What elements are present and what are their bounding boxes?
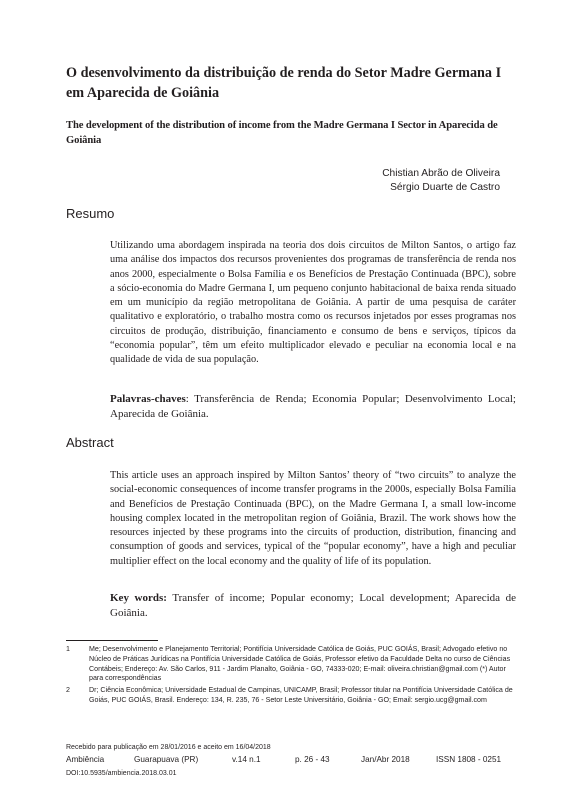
page-footer — [66, 755, 500, 767]
author-name: Sérgio Duarte de Castro — [390, 182, 500, 193]
footnote-text: Dr; Ciência Econômica; Universidade Estadual de Campinas, UNICAMP, Brasil; Professor titular na Pontifícia Universidade Católica de Goiás, PUC GOIÁS, Brasil. Endereço: 134, R. 235, 76 - Setor Leste Universitário, Goiânia - GO; Email: sergio.ucg@gmail.com — [89, 686, 513, 704]
doi: DOI:10.5935/ambiencia.2018.03.01 — [66, 770, 177, 777]
page-range: p. 26 - 43 — [295, 755, 330, 764]
received-date: Recebido para publicação em 28/01/2016 e aceito em 16/04/2018 — [66, 744, 271, 751]
abstract-paragraph: This article uses an approach inspired by Milton Santos’ theory of “two circuits” to analyze the social-economic consequences of income transfer programs in the 2000s, especially Bolsa Família and Benefícios de Prestação Continuada (BPC), on the Madre Germana I, a small low-income housing complex located in the metropolitan region of Goiânia, Brazil. The work shows how the resources injected by these programs into the circuits of production, distribution, financing and consumption of goods and services, typical of the “popular economy”, have a high and peculiar multiplier effect on the local economy and the quality of life of its population. — [110, 470, 516, 567]
footnote-text: Me; Desenvolvimento e Planejamento Territorial; Pontifícia Universidade Católica de Goiás, PUC GOIÁS, Brasil; Advogado efetivo no Núcleo de Práticas Jurídicas na Pontifícia Universidade Católica de Goiás, Professor efetivo da Faculdade Delta no curso de Ciências Contábeis; Endereço: Av. São Carlos, 911 - Jardim Planalto, Goiânia - GO, 74333-020; E-mail: oliveira.christian@gmail.com (*) Autor para correspondências — [89, 645, 511, 683]
footnote-divider — [66, 640, 158, 641]
author-name: Chistian Abrão de Oliveira — [382, 168, 500, 179]
palavras-chaves-label: Palavras-chaves — [110, 393, 186, 405]
article-subtitle-english: The development of the distribution of income from the Madre Germana I Sector in Aparecida de Goiânia — [66, 120, 498, 146]
author-list — [382, 167, 500, 195]
journal-name: Ambiência — [66, 755, 105, 764]
palavras-chaves — [110, 392, 516, 422]
issn: ISSN 1808 - 0251 — [436, 755, 502, 764]
journal-city: Guarapuava (PR) — [134, 755, 199, 764]
keywords — [110, 591, 516, 621]
footnote — [66, 686, 516, 706]
article-title: O desenvolvimento da distribuição de renda do Setor Madre Germana I em Aparecida de Goiânia — [66, 65, 502, 101]
issue-date: Jan/Abr 2018 — [361, 755, 410, 764]
journal-volume: v.14 n.1 — [232, 755, 261, 764]
footnote — [66, 645, 516, 684]
footnote-number: 2 — [66, 686, 70, 694]
footnote-number: 1 — [66, 645, 70, 653]
resumo-heading: Resumo — [66, 206, 115, 221]
keywords-label: Key words: — [110, 592, 167, 604]
abstract-heading: Abstract — [66, 435, 114, 450]
keywords-list: Transfer of income; Popular economy; Local development; Aparecida de Goiânia. — [110, 592, 516, 619]
palavras-chaves-list: : Transferência de Renda; Economia Popular; Desenvolvimento Local; Aparecida de Goiânia. — [110, 393, 516, 420]
resumo-paragraph: Utilizando uma abordagem inspirada na teoria dos dois circuitos de Milton Santos, o artigo faz uma análise dos impactos dos recursos provenientes dos programas de transferência de renda nos anos 2000, especialmente o Bolsa Família e os Benefícios de Prestação Continuada (BPC), sobre a sócio-economia do Madre Germana I, um pequeno conjunto habitacional de baixa renda situado em um município da região metropolitana de Goiânia. A partir de uma pesquisa de caráter qualitativo e exploratório, o trabalho mostra como os recursos injetados por esses programas nos circuitos de produção, distribuição, financiamento e consumo de bens e serviços, típicos da “economia popular”, têm um efeito multiplicador elevado e peculiar na economia local e na qualidade de vida de sua população. — [110, 240, 516, 366]
